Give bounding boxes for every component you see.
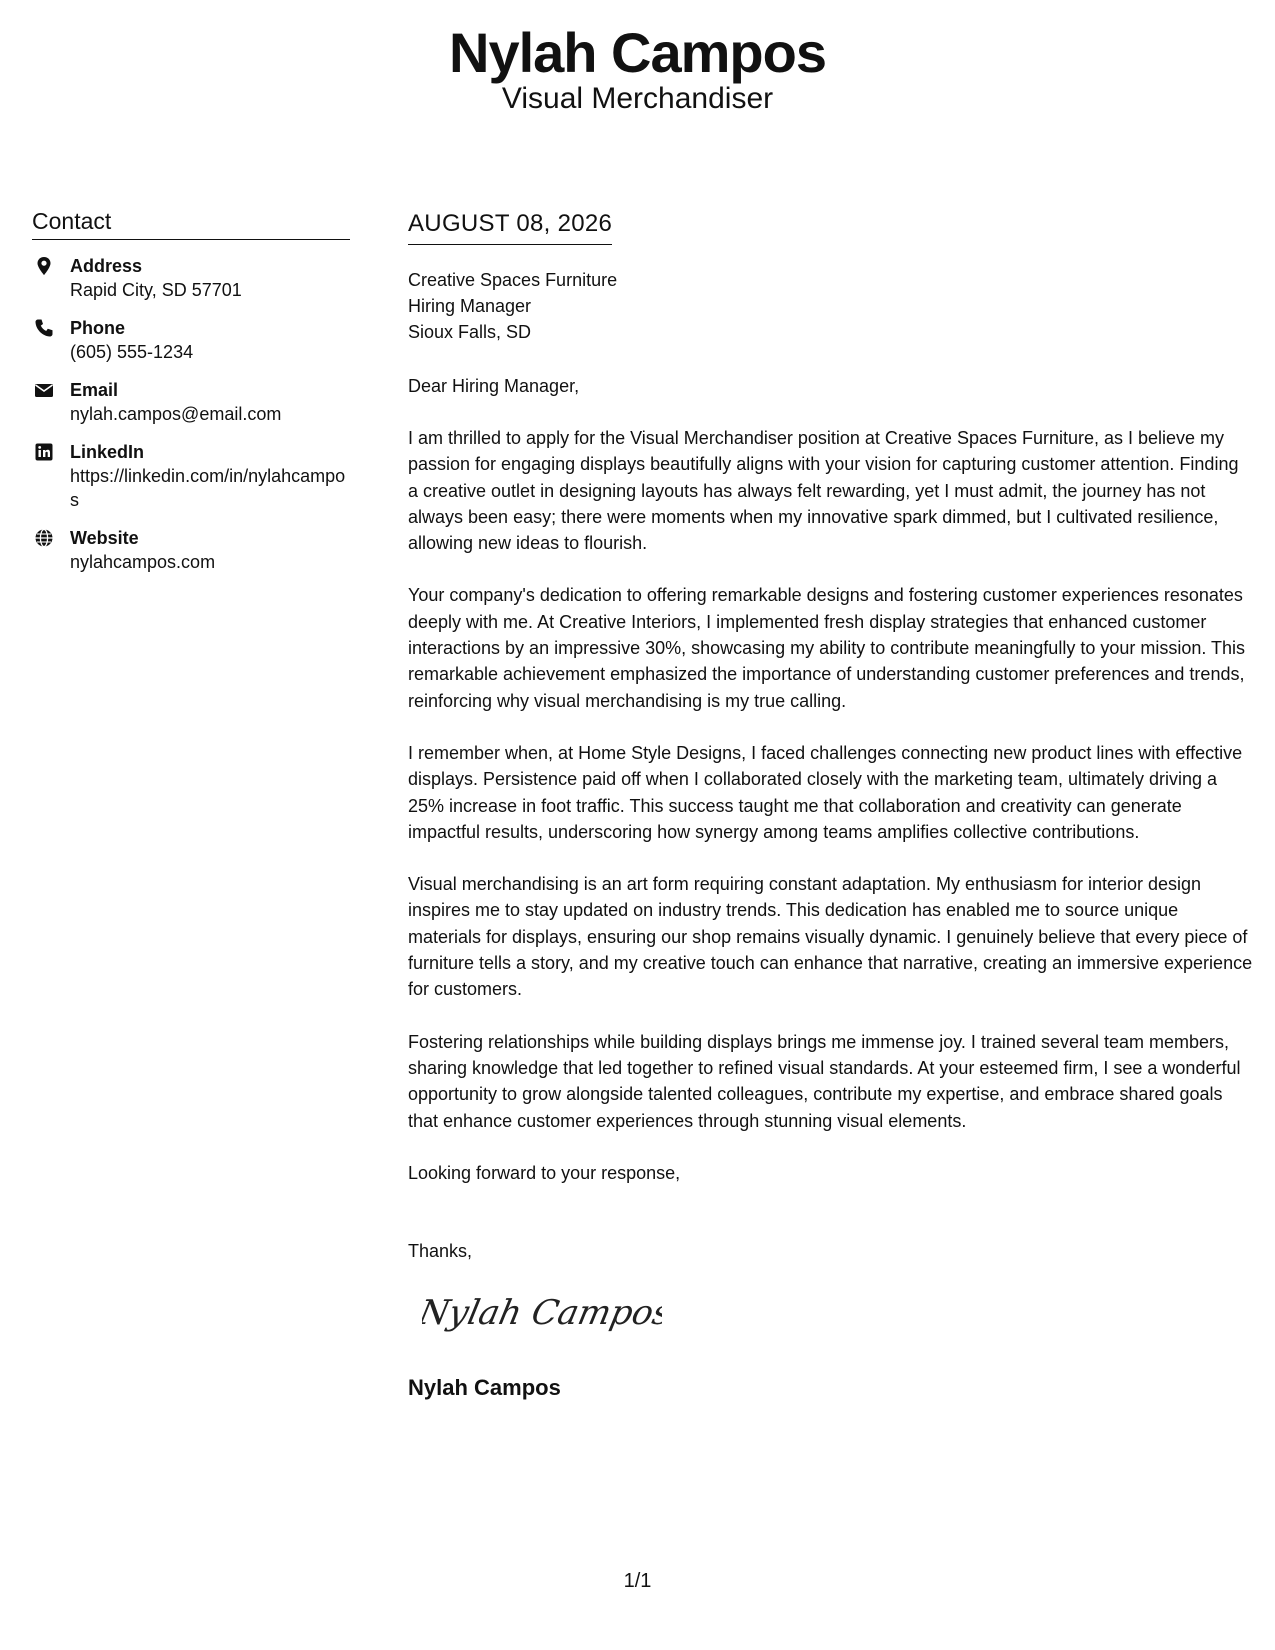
contact-email [32, 378, 350, 426]
recipient-company: Creative Spaces Furniture [408, 270, 618, 290]
letter-date: AUGUST 08, 2026 [408, 210, 612, 245]
contact-phone [32, 316, 350, 364]
signer-name: Nylah Campos [408, 1374, 561, 1400]
address-label: Address [70, 256, 143, 276]
address-value: Rapid City, SD 57701 [70, 280, 242, 300]
recipient-block [408, 267, 1253, 345]
map-pin-icon [34, 256, 54, 276]
recipient-title: Hiring Manager [408, 296, 532, 316]
paragraph-4: Visual merchandising is an art form requiring constant adaptation. My enthusiasm for interior design inspires me to stay updated on industry trends. This dedication has enabled me to source unique materials for displays, ensuring our shop remains visually dynamic. I genuinely believe that every piece of furniture tells a story, and my creative touch can enhance that narrative, creating an immersive experience for customers. [408, 874, 1253, 1000]
contact-sidebar [32, 208, 350, 588]
sign-off: Thanks, [408, 1240, 473, 1261]
paragraph-5: Fostering relationships while building displays brings me immense joy. I trained several team members, sharing knowledge that led together to refined visual standards. At your esteemed firm, I see a wonderful opportunity to grow alongside talented colleagues, contribute my expertise, and embrace shared goals that enhance customer experiences through stunning visual elements. [408, 1031, 1241, 1131]
salutation: Dear Hiring Manager, [408, 376, 580, 396]
paragraph-3: I remember when, at Home Style Designs, I faced challenges connecting new product lines with effective displays. Persistence paid off when I collaborated closely with the marketing team, ultimately driving a 25% increase in foot traffic. This success taught me that collaboration and creativity can generate impactful results, underscoring how synergy among teams amplifies collective contributions. [408, 742, 1243, 842]
phone-value: (605) 555-1234 [70, 342, 194, 362]
closing-line: Looking forward to your response, [408, 1162, 681, 1183]
contact-linkedin [32, 440, 350, 512]
applicant-name: Nylah Campos [449, 21, 826, 84]
envelope-icon [34, 380, 54, 400]
email-value[interactable]: nylah.campos@email.com [70, 404, 282, 424]
email-label: Email [70, 380, 119, 400]
letter-body [408, 210, 1253, 1401]
paragraph-2: Your company's dedication to offering remarkable designs and fostering customer experiences resonates deeply with me. At Creative Interiors, I implemented fresh display strategies that enhanced customer interactions by an impressive 30%, showcasing my ability to contribute meaningfully to your mission. This remarkable achievement emphasized the importance of understanding customer preferences and trends, reinforcing why visual merchandising is my true calling. [408, 585, 1246, 711]
paragraph-1: I am thrilled to apply for the Visual Merchandiser position at Creative Spaces Furniture, as I believe my passion for engaging displays beautifully aligns with your vision for capturing customer attention. Finding a creative outlet in designing layouts has always felt rewarding, yet I must admit, the journey has not always been easy; there were moments when my innovative spark dimmed, but I cultivated resilience, allowing new ideas to flourish. [408, 428, 1239, 554]
contact-address [32, 254, 350, 302]
signature-text: Nylah Campos [422, 1293, 662, 1333]
phone-label: Phone [70, 318, 126, 338]
globe-icon [34, 528, 54, 548]
website-label: Website [70, 528, 139, 548]
header [0, 22, 1275, 116]
linkedin-label: LinkedIn [70, 442, 145, 462]
linkedin-value[interactable]: https://linkedin.com/in/nylahcampos [70, 466, 346, 510]
job-title: Visual Merchandiser [501, 81, 774, 115]
recipient-location: Sioux Falls, SD [408, 322, 532, 342]
page-number: 1/1 [623, 1570, 652, 1592]
website-value[interactable]: nylahcampos.com [70, 552, 216, 572]
signature [422, 1282, 662, 1342]
contact-website [32, 526, 350, 574]
phone-icon [34, 318, 54, 338]
linkedin-icon [34, 442, 54, 462]
contact-heading: Contact [32, 208, 350, 240]
